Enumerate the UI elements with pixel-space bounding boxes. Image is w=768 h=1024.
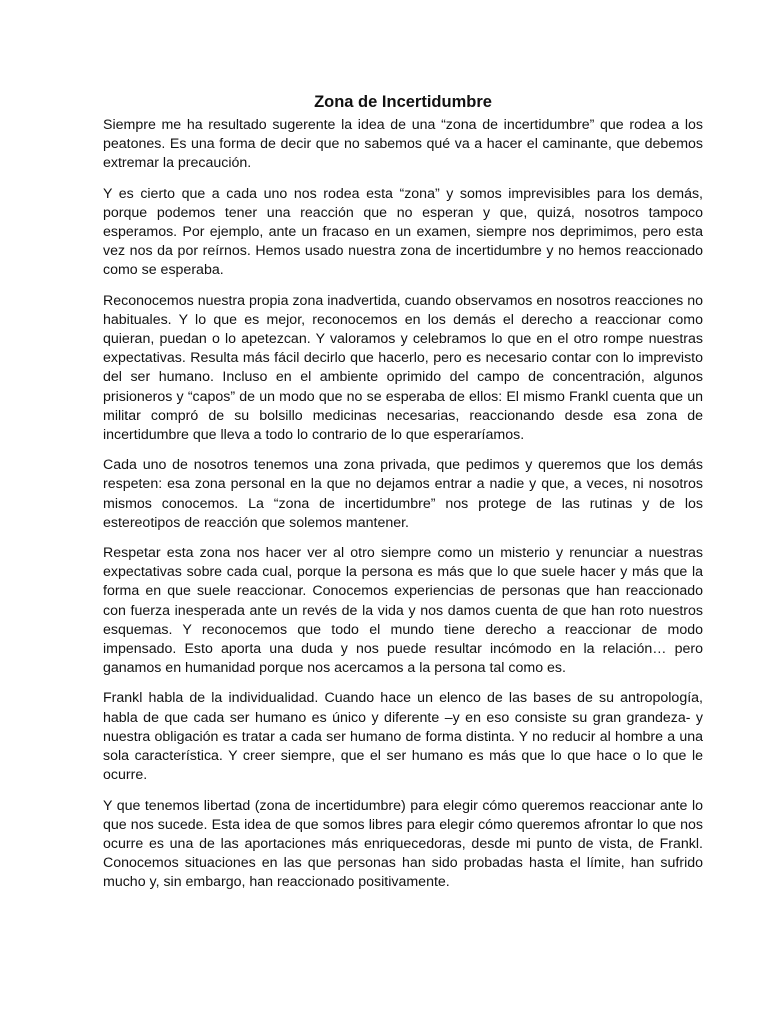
document-title: Zona de Incertidumbre xyxy=(314,93,492,111)
paragraph-1: Siempre me ha resultado sugerente la idea de una “zona de incertidumbre” que rodea a los peatones. Es una forma de decir que no sabemos qué va a hacer el caminante, que debemos extremar la precaución. xyxy=(103,117,703,172)
paragraph-5: Respetar esta zona nos hacer ver al otro siempre como un misterio y renunciar a nuestras expectativas sobre cada cual, porque la persona es más que lo que suele hacer y más que la forma en que suele reaccionar. Conocemos experiencias de personas que han reaccionado con fuerza inesperada ante un revés de la vida y nos damos cuenta de que han roto nuestros esquemas. Y reconocemos que todo el mundo tiene derecho a reaccionar de modo impensado. Esto aporta una duda y nos puede resultar incómodo en la relación… pero ganamos en humanidad porque nos acercamos a la persona tal como es. xyxy=(103,545,703,677)
paragraph-6: Frankl habla de la individualidad. Cuando hace un elenco de las bases de su antropología, habla de que cada ser humano es único y diferente –y en eso consiste su gran grandeza- y nuestra obligación es tratar a cada ser humano de forma distinta. Y no reducir al hombre a una sola característica. Y creer siempre, que el ser humano es más que lo que hace o lo que le ocurre. xyxy=(103,690,703,784)
paragraph-3: Reconocemos nuestra propia zona inadvertida, cuando observamos en nosotros reacciones no habituales. Y lo que es mejor, reconocemos en los demás el derecho a reaccionar como quieran, puedan o lo apetezcan. Y valoramos y celebramos lo que en el otro rompe nuestras expectativas. Resulta más fácil decirlo que hacerlo, pero es necesario contar con lo imprevisto del ser humano. Incluso en el ambiente oprimido del campo de concentración, algunos prisioneros y “capos” de un modo que no se esperaba de ellos: El mismo Frankl cuenta que un militar compró de su bolsillo medicinas necesarias, reaccionando desde esa zona de incertidumbre que lleva a todo lo contrario de lo que esperaríamos. xyxy=(103,292,703,444)
paragraph-4: Cada uno de nosotros tenemos una zona privada, que pedimos y queremos que los demás respeten: esa zona personal en la que no dejamos entrar a nadie y que, a veces, ni nosotros mismos conocemos. La “zona de incertidumbre” nos protege de las rutinas y de los estereotipos de reacción que solemos mantener. xyxy=(103,457,703,531)
paragraph-7: Y que tenemos libertad (zona de incertidumbre) para elegir cómo queremos reaccionar ante lo que nos sucede. Esta idea de que somos libres para elegir cómo queremos afrontar lo que nos ocurre es una de las aportaciones más enriquecedoras, desde mi punto de vista, de Frankl. Conocemos situaciones en las que personas han sido probadas hasta el límite, han sufrido mucho y, sin embargo, han reaccionado positivamente. xyxy=(103,797,703,891)
paragraph-2: Y es cierto que a cada uno nos rodea esta “zona” y somos imprevisibles para los demás, porque podemos tener una reacción que no esperan y que, quizá, nosotros tampoco esperamos. Por ejemplo, ante un fracaso en un examen, siempre nos deprimimos, pero esta vez nos da por reírnos. Hemos usado nuestra zona de incertidumbre y no hemos reaccionado como se esperaba. xyxy=(103,185,703,279)
document-page xyxy=(103,90,703,904)
